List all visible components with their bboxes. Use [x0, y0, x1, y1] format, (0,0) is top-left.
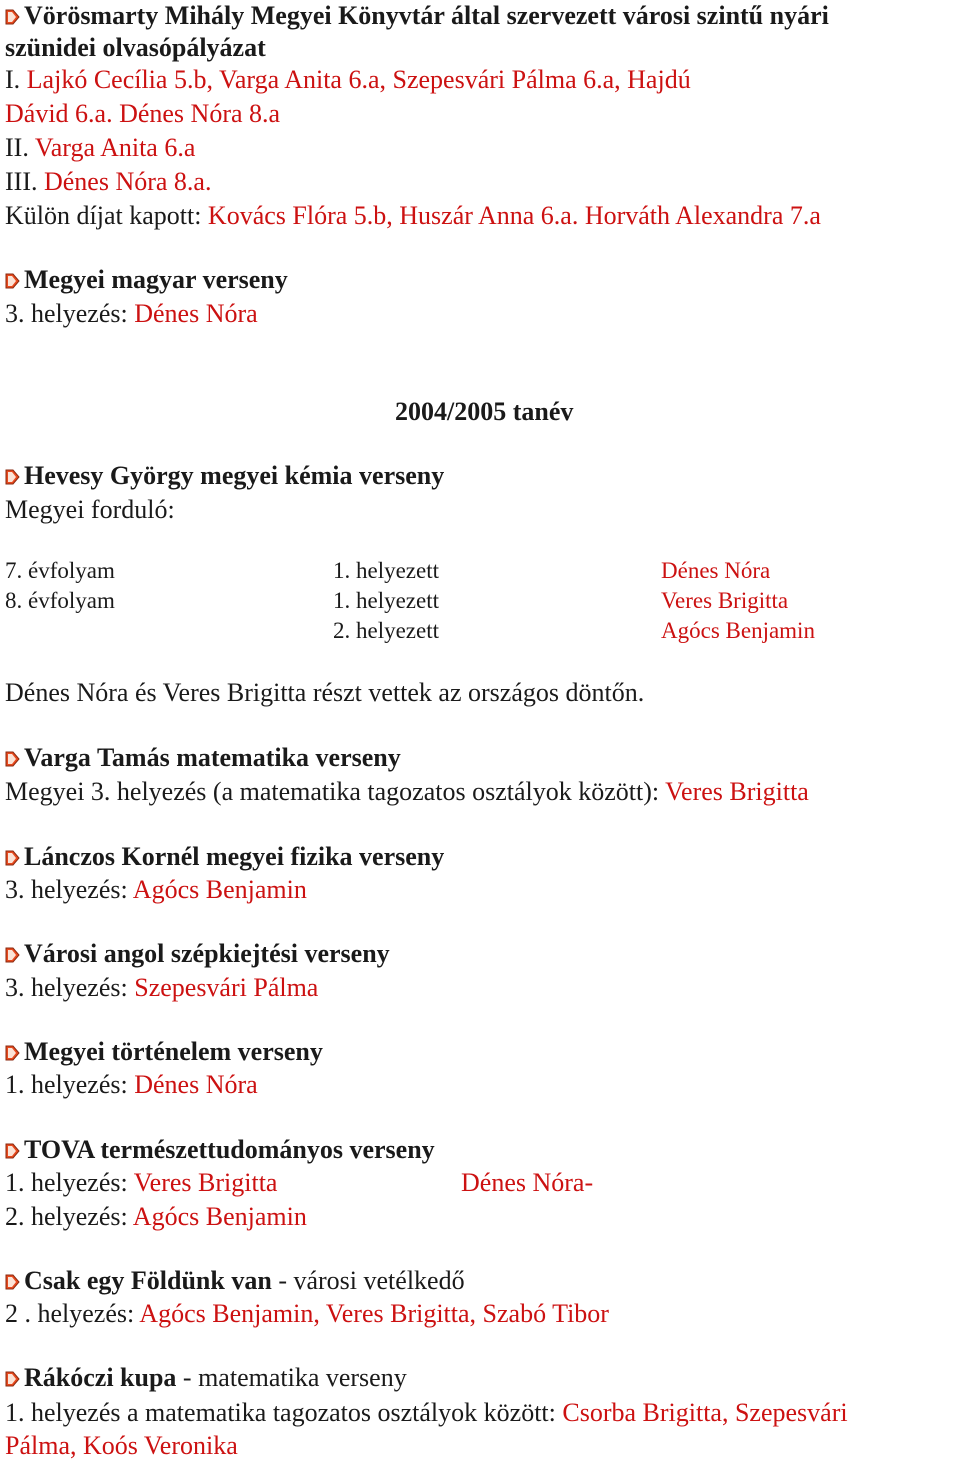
result-prefix: III. [5, 167, 44, 196]
winner-name-second: Dénes Nóra- [461, 1168, 594, 1197]
section-title-text: Megyei magyar verseny [24, 265, 288, 294]
result-line [5, 166, 211, 198]
winner-names: Agócs Benjamin [132, 875, 307, 904]
section-title-line2: szünidei olvasópályázat [5, 33, 266, 62]
section-title-tova [5, 1134, 435, 1166]
section-title-text: TOVA természettudományos verseny [24, 1135, 435, 1164]
section-title-text: Városi angol szépkiejtési verseny [24, 939, 390, 968]
result-prefix: 3. helyezés: [5, 973, 135, 1002]
section-title-olvasopalyazat [5, 0, 829, 32]
winner-names: Csorba Brigitta, Szepesvári [562, 1398, 848, 1427]
section-title-text: Csak egy Földünk van [24, 1266, 272, 1295]
result-line [5, 298, 258, 330]
result-name: Agócs Benjamin [661, 618, 815, 643]
winner-names: Agócs Benjamin, Veres Brigitta, Szabó Tibor [139, 1299, 609, 1328]
result-prefix: 1. helyezés: [5, 1168, 134, 1197]
section-title-text: Megyei történelem verseny [24, 1037, 323, 1066]
result-prefix: 2 . helyezés: [5, 1299, 140, 1328]
section-title-foldunk [5, 1265, 465, 1297]
bullet-icon [5, 9, 20, 25]
result-prefix: 3. helyezés: [5, 875, 133, 904]
winner-names-continued: Pálma, Koós Veronika [5, 1431, 238, 1460]
winner-names: Dénes Nóra [134, 299, 258, 328]
result-prefix: II. [5, 133, 35, 162]
result-line [5, 874, 307, 906]
result-prefix: 2. helyezés: [5, 1202, 133, 1231]
bullet-icon [5, 1143, 20, 1159]
result-line [5, 64, 691, 96]
section-title-text: Rákóczi kupa [24, 1363, 177, 1392]
section-title-suffix: - városi vetélkedő [271, 1266, 465, 1295]
bullet-icon [5, 273, 20, 289]
special-prize-line [5, 200, 821, 232]
result-place: 1. helyezett [333, 588, 440, 613]
bullet-icon [5, 469, 20, 485]
result-name: Dénes Nóra [661, 558, 771, 583]
result-line [5, 132, 195, 164]
section-title-text: Vörösmarty Mihály Megyei Könyvtár által szervezett városi szintű nyári [24, 1, 829, 30]
winner-names: Dénes Nóra 8.a. [43, 167, 212, 196]
section-title-kemia [5, 460, 444, 492]
section-title-angol [5, 938, 390, 970]
bullet-icon [5, 1274, 20, 1290]
result-place: 2. helyezett [333, 618, 440, 643]
result-grade: 8. évfolyam [5, 588, 115, 613]
result-grade: 7. évfolyam [5, 558, 115, 583]
result-line [5, 776, 809, 808]
section-title-megyei-magyar [5, 264, 288, 296]
winner-names: Veres Brigitta [665, 777, 809, 806]
bullet-icon [5, 751, 20, 767]
bullet-icon [5, 1045, 20, 1061]
result-line [5, 1069, 258, 1101]
result-prefix: I. [5, 65, 27, 94]
result-line [5, 1201, 307, 1233]
result-prefix: 1. helyezés: [5, 1070, 135, 1099]
bullet-icon [5, 947, 20, 963]
result-line [5, 1298, 609, 1330]
bullet-icon [5, 1371, 20, 1387]
result-line [5, 972, 318, 1004]
winner-names: Szepesvári Pálma [134, 973, 319, 1002]
winner-names: Dénes Nóra [134, 1070, 258, 1099]
result-prefix: Külön díjat kapott: [5, 201, 208, 230]
section-title-rakoczi [5, 1362, 407, 1394]
result-prefix: 3. helyezés: [5, 299, 135, 328]
section-title-tortenelem [5, 1036, 323, 1068]
result-name: Veres Brigitta [661, 588, 789, 613]
section-title-suffix: - matematika verseny [176, 1363, 407, 1392]
school-year-heading: 2004/2005 tanév [395, 397, 574, 426]
winner-names: Veres Brigitta [133, 1168, 278, 1197]
section-title-text: Varga Tamás matematika verseny [24, 743, 401, 772]
section-title-matematika [5, 742, 401, 774]
winner-names: Varga Anita 6.a [34, 133, 196, 162]
section-title-text: Lánczos Kornél megyei fizika verseny [24, 842, 445, 871]
national-final-note: Dénes Nóra és Veres Brigitta részt vettek az országos döntőn. [5, 678, 645, 707]
result-line [5, 1167, 277, 1199]
bullet-icon [5, 850, 20, 866]
winner-names: Lajkó Cecília 5.b, Varga Anita 6.a, Szepesvári Pálma 6.a, Hajdú [26, 65, 691, 94]
winner-names-continued: Dávid 6.a. Dénes Nóra 8.a [5, 99, 281, 128]
winner-names: Agócs Benjamin [132, 1202, 307, 1231]
result-prefix: Megyei 3. helyezés (a matematika tagozatos osztályok között): [5, 777, 666, 806]
winner-names: Kovács Flóra 5.b, Huszár Anna 6.a. Horváth Alexandra 7.a [207, 201, 821, 230]
result-prefix: 1. helyezés a matematika tagozatos osztályok között: [5, 1398, 563, 1427]
section-title-fizika [5, 841, 444, 873]
section-title-text: Hevesy György megyei kémia verseny [24, 461, 445, 490]
result-line [5, 1397, 848, 1429]
round-subtitle: Megyei forduló: [5, 495, 175, 524]
result-place: 1. helyezett [333, 558, 440, 583]
